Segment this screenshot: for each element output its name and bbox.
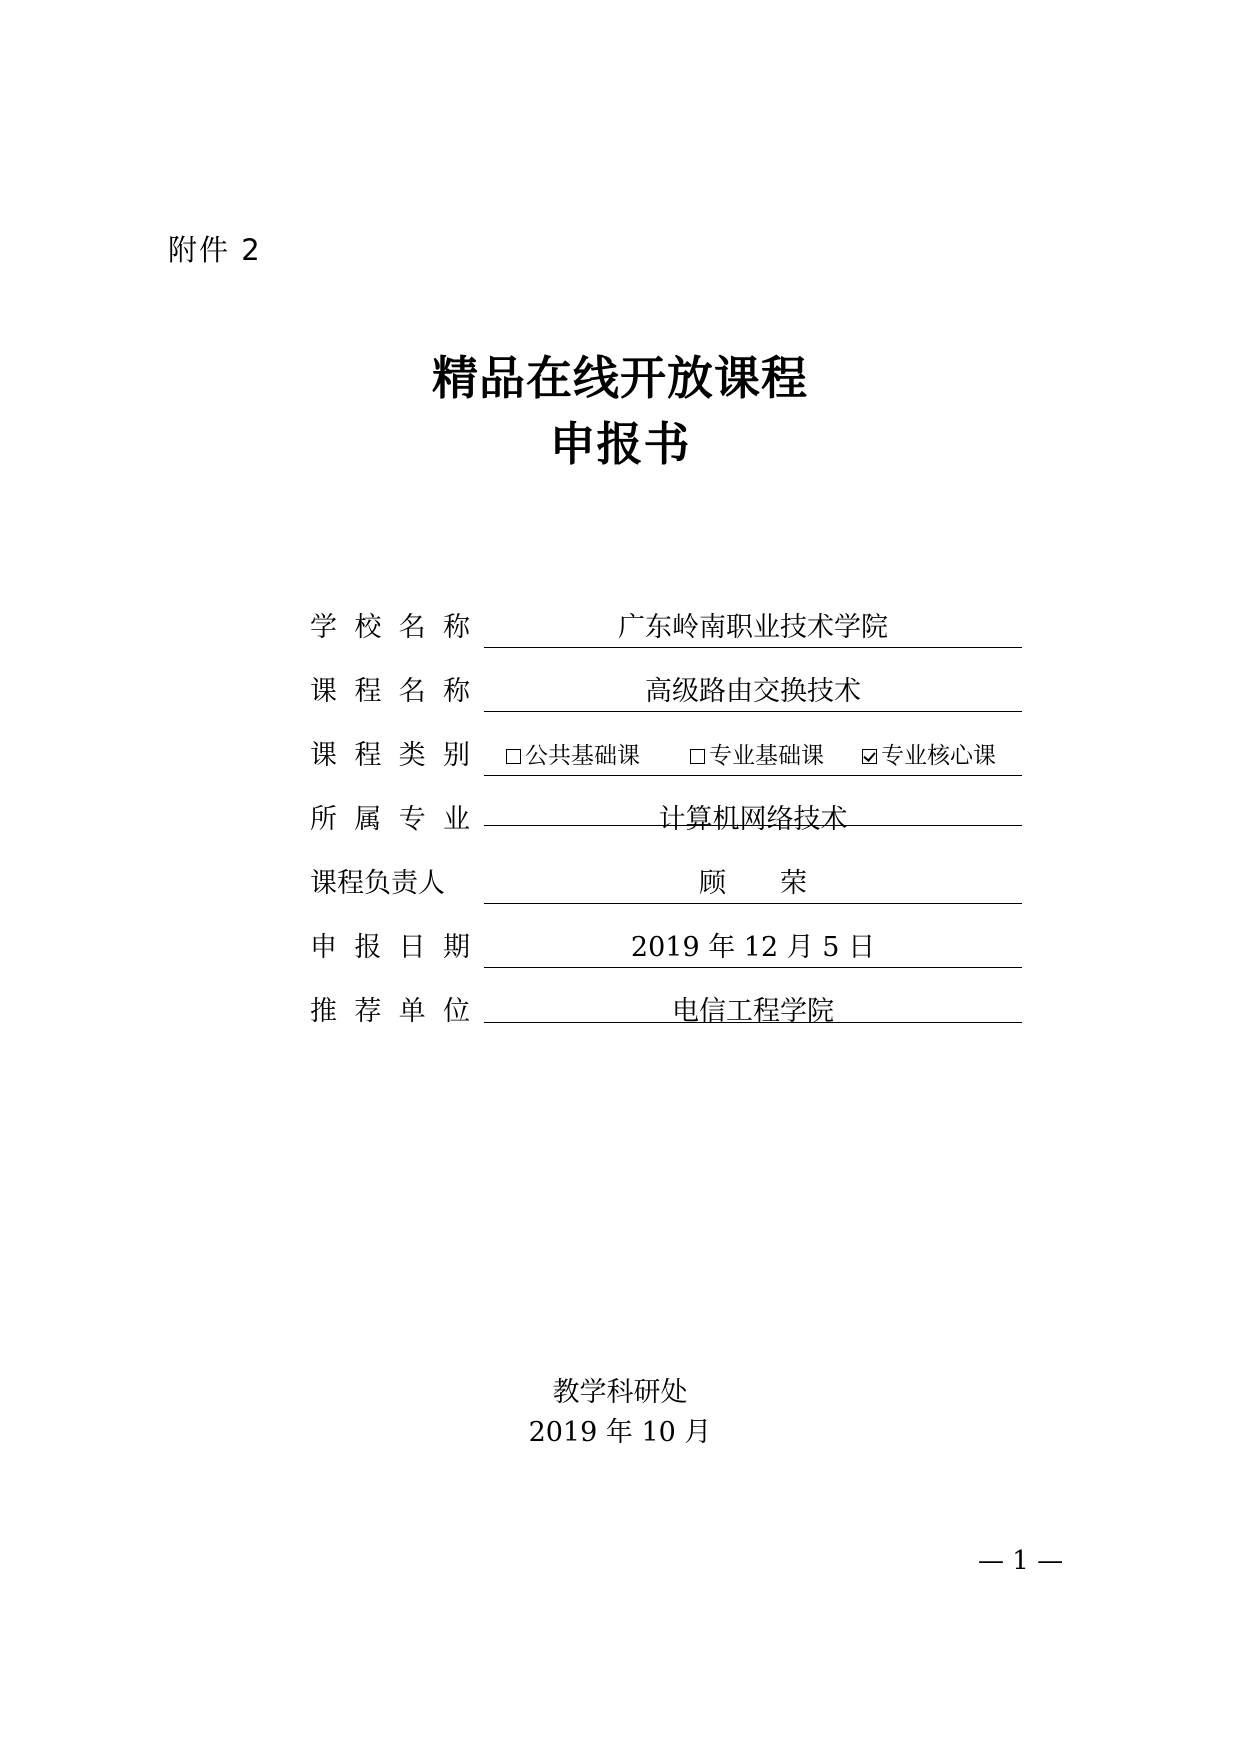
category-option-foundation[interactable]: 专业基础课 — [690, 736, 824, 776]
checkbox-icon[interactable] — [506, 749, 521, 764]
school-label: 学 校 名 称 — [310, 612, 470, 643]
checkbox-icon[interactable] — [690, 749, 705, 764]
major-value: 计算机网络技术 — [658, 804, 848, 835]
school-value: 广东岭南职业技术学院 — [618, 612, 888, 643]
course-value: 高级路由交换技术 — [645, 676, 861, 707]
leader-label: 课程负责人 — [310, 868, 445, 899]
form-row-category — [0, 736, 1240, 780]
form-row-major — [0, 800, 1240, 844]
course-label: 课 程 名 称 — [310, 676, 470, 707]
attachment-label: 附件 2 — [168, 233, 262, 267]
major-label: 所 属 专 业 — [310, 804, 470, 835]
page-number: — 1 — — [978, 1546, 1064, 1576]
form-row-unit — [0, 992, 1240, 1036]
form-row-date — [0, 928, 1240, 972]
form-row-leader — [0, 864, 1240, 908]
category-option-core[interactable]: 专业核心课 — [862, 736, 996, 776]
form-row-course — [0, 672, 1240, 716]
issuing-office: 教学科研处 — [552, 1377, 688, 1408]
date-label: 申 报 日 期 — [310, 932, 470, 963]
category-option-public[interactable]: 公共基础课 — [506, 736, 640, 776]
leader-value: 顾 荣 — [699, 868, 807, 899]
document-subtitle: 申报书 — [549, 417, 691, 471]
unit-value: 电信工程学院 — [672, 996, 834, 1027]
document-title: 精品在线开放课程 — [432, 351, 808, 405]
date-value: 2019 年 12 月 5 日 — [630, 932, 876, 963]
checked-checkbox-icon[interactable] — [862, 749, 877, 764]
category-label: 课 程 类 别 — [310, 740, 470, 771]
form-row-school — [0, 608, 1240, 652]
issue-date: 2019 年 10 月 — [528, 1417, 712, 1448]
unit-label: 推 荐 单 位 — [310, 996, 470, 1027]
